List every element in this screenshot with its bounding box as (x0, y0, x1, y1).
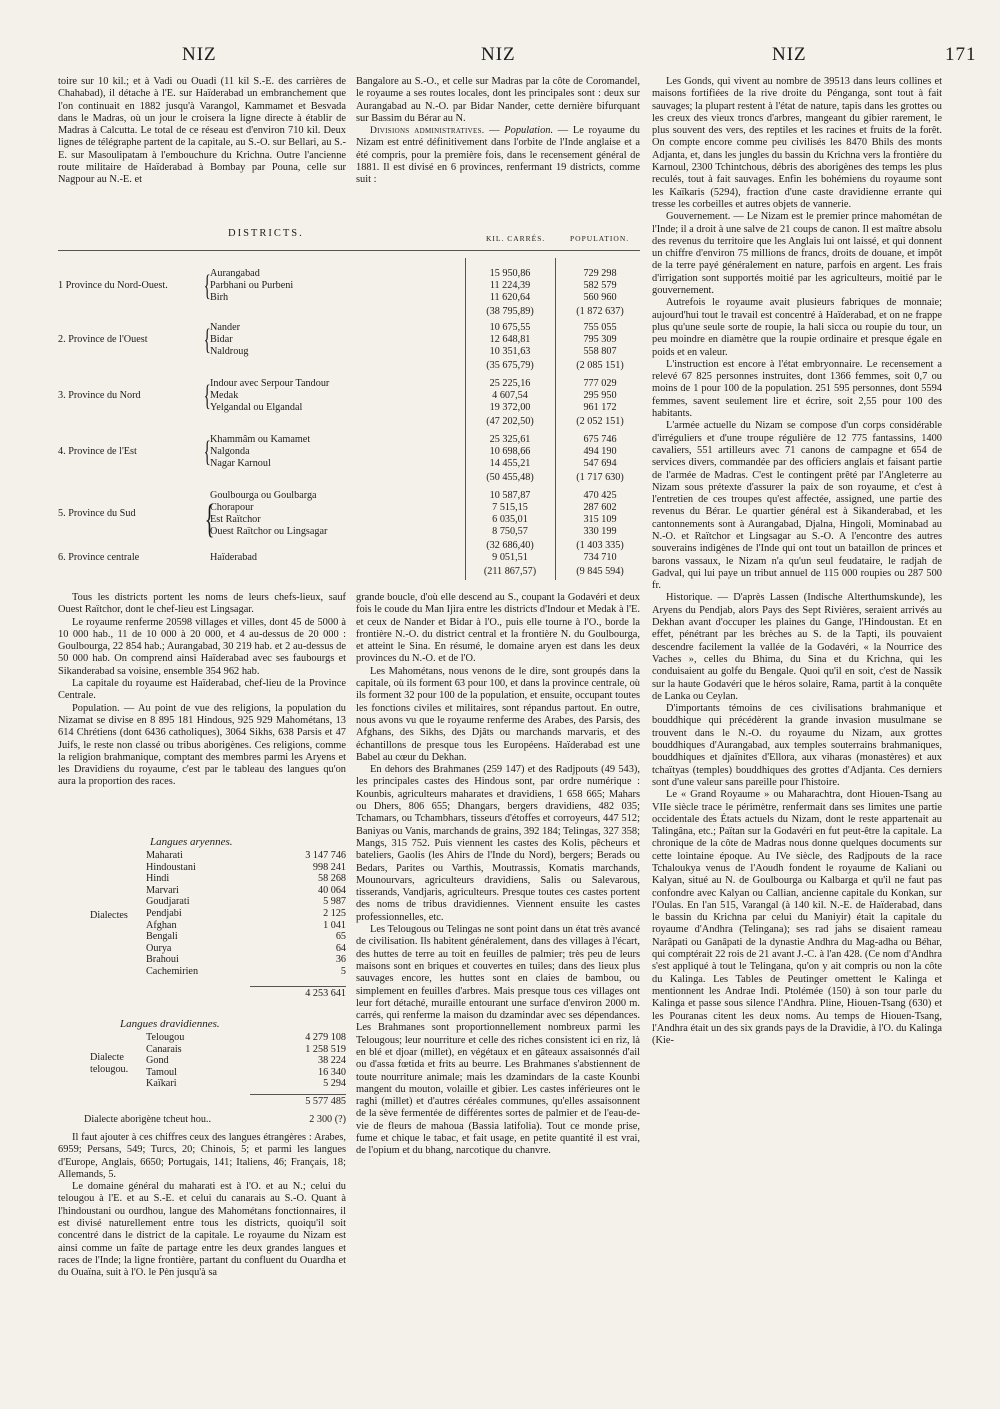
district-area: 11 620,64 (489, 292, 531, 303)
district-name: Naldroug (210, 346, 249, 357)
district-area: 4 607,54 (492, 390, 528, 401)
language-speakers: 998 241 (312, 861, 346, 873)
table-rule (555, 258, 556, 580)
language-row (146, 908, 346, 920)
province-name: 1 Province du Nord-Ouest. (58, 280, 168, 291)
district-area: 10 698,66 (489, 446, 531, 457)
province-name: 5. Province du Sud (58, 508, 136, 519)
col2-bottom (356, 592, 640, 1158)
province-total-area: (211 867,57) (483, 566, 537, 577)
district-area: 14 455,21 (489, 458, 531, 469)
aboriginal-dialect-label: Dialecte aborigène tcheut hou.. (84, 1114, 212, 1125)
district-area: 7 515,15 (492, 502, 528, 513)
brace: { (203, 323, 211, 356)
brace: { (203, 269, 211, 302)
col1-paragraph: Il faut ajouter à ces chiffres ceux des langues étrangères : Arabes, 6959; Persans, 549; Turcs, 20; Chinois, 5; et parmi les langues d'Europe, Anglais, 6650; Portugais, 141; Italiens, 46; Français, 18; Allemands, 5. (58, 1132, 346, 1180)
language-speakers: 38 224 (317, 1055, 346, 1067)
district-population: 547 694 (583, 458, 617, 469)
district-area: 11 224,39 (489, 280, 531, 291)
language-row (146, 850, 346, 862)
col1-bottom (58, 592, 346, 789)
language-row (146, 885, 346, 897)
language-row (146, 943, 346, 955)
district-name: Khammâm ou Kamamet (210, 434, 311, 445)
language-row (146, 873, 346, 885)
col1-top (58, 76, 346, 187)
district-area: 12 648,81 (489, 334, 531, 345)
col1-paragraph: Le domaine général du maharati est à l'O. et au N.; celui du telougou à l'E. et au S.-E. et celui du canarais au S.-O. Quant à l'hindoustani ou ourdhou, langue des Mahométans fonctionnaires, il est divisé naturellement entre tous les districts, quoiqu'il soit concentré dans le district de la capitale. Le royaume du Nizam est ainsi comme un faîte de partage entre les deux grandes langues et races de l'Inde; la ligne frontière, partant du confluent du Ouardha et du Ouaïna, suit à l'O. le Pèn jusqu'à sa (58, 1181, 346, 1279)
province-total-area: (32 686,40) (486, 540, 534, 551)
language-name: Telougou (146, 1032, 185, 1043)
col1-bottom-2 (58, 1132, 346, 1280)
dravidian-total: 5 577 485 (305, 1096, 346, 1107)
district-name: Yelgandal ou Elgandal (210, 402, 303, 413)
district-population: 558 807 (583, 346, 617, 357)
district-name: Haïderabad (210, 552, 257, 563)
col2-paragraph: Les Telougous ou Telingas ne sont point dans un état très avancé de civilisation. Ils habitent généralement, dans des villages à l'écart, des huttes de terre au toit en feuilles de palmier; très peu de leurs maisons sont en briques et couvertes en tuiles; dans des lieux plus sauvages encore, les huttes sont en claies de bambou, ou simplement en feuilles d'arbres. Mais presque tous ces villages ont leur fort détaché, muraille entourant une surface d'environ 2000 m. carrés, qui renferme la maison du dzamindar avec ses dépendances. Les Brahmanes sont proportionnellement nombreux parmi les Telougous; leur nourriture et celle des riches consistent ici en riz, là en blé et djoar (millet), en végétaux et en gâteaux assaisonnés d'ail ou d'assa fœtida et frits au beurre. Les Brahmanes s'abstiennent de toute nourriture animale; mais les dzamindars de la caste Kounbi mangent du mouton, volaille et gibier. Les castes inférieures ont le raghi (millet) et d'autres céréales communes, qu'elles assaisonnent de la sève fermentée de différentes sortes de palmier et de l'eau-de-vie de fleurs de mahoua (Bassia latifolia). Tout ce monde prise, fume et chique le tabac, et fait usage, en petite quantité il est vrai, de l'opium et du bhang, narcotique du chanvre. (356, 924, 640, 1157)
language-speakers: 2 125 (323, 908, 346, 919)
province-total-population: (1 403 335) (576, 540, 624, 551)
language-name: Bengali (146, 931, 178, 943)
language-row (146, 896, 346, 908)
district-name: Nalgonda (210, 446, 250, 457)
province-name: 2. Province de l'Ouest (58, 334, 148, 345)
language-row (146, 1032, 346, 1044)
language-name: Afghan (146, 919, 177, 931)
brace: { (203, 379, 211, 412)
district-name: Goulbourga ou Goulbarga (210, 490, 317, 501)
dravidian-dialect-label: Dialecte telougou. (90, 1052, 129, 1075)
col2-paragraph: En dehors des Brahmanes (259 147) et des Radjpouts (49 543), les principales castes des Hindous sont, par ordre numérique : Kounbis, agriculteurs maharates et dravidiens, 1 658 665; Mahars ou Dhers, 806 655; Dhangars, bergers dravidiens, 482 035; Tchamars, ou Tchambhars, tisseurs d'étoffes et corroyeurs, 447 512; Baniyas ou Vanis, marchands de grains, 392 184; Telingas, 327 358; Mangs, 315 752. Puis viennent les castes des Kolis, pêcheurs et bateliers, Gaolis (les Ahirs de l'Inde du Nord), bergers; Berads ou Bedars, Parites ou Varthis, Moutrassis, Komatis marchands, Mounourvars, agriculteurs dravidiens, Salis ou Salevarous, tisserands, Vandjaris, agriculteurs. Presque toutes ces castes portent des noms de tribus dravidiennes. Viennent ensuite les castes professionnelles, etc. (356, 764, 640, 923)
district-name: Nander (210, 322, 240, 333)
district-name: Nagar Karnoul (210, 458, 271, 469)
district-name: Chorapour (210, 502, 254, 513)
lead-divisions: Divisions administratives. (370, 126, 485, 137)
aryan-total: 4 253 641 (305, 988, 346, 999)
col1-paragraph: La capitale du royaume est Haïderabad, chef-lieu de la Province Centrale. (58, 678, 346, 702)
language-row (146, 1044, 346, 1056)
district-area: 25 325,61 (489, 434, 531, 445)
district-area: 15 950,86 (489, 268, 531, 279)
district-population: 755 055 (583, 322, 617, 333)
district-population: 675 746 (583, 434, 617, 445)
district-population: 470 425 (583, 490, 617, 501)
table-head-districts: DISTRICTS. (228, 228, 304, 239)
language-row (146, 920, 346, 932)
district-area: 10 587,87 (489, 490, 531, 501)
district-name: Ouest Raïtchor ou Lingsagar (210, 526, 328, 537)
district-name: Est Raïtchor (210, 514, 261, 525)
language-name: Kaïkari (146, 1078, 177, 1090)
district-population: 729 298 (583, 268, 617, 279)
district-name: Birh (210, 292, 229, 303)
language-name: Goudjarati (146, 896, 190, 908)
province-total-area: (35 675,79) (486, 360, 534, 371)
language-speakers: 3 147 746 (305, 850, 346, 861)
language-speakers: 36 (335, 954, 346, 966)
running-head-right: NIZ (772, 44, 807, 65)
district-area: 9 051,51 (492, 552, 528, 563)
district-name: Parbhani ou Purbeni (210, 280, 294, 291)
district-population: 582 579 (583, 280, 617, 291)
table-head-km: KIL. CARRÉS. (486, 234, 546, 243)
district-population: 330 199 (583, 526, 617, 537)
col3-paragraph: L'armée actuelle du Nizam se compose d'un corps considérable d'irréguliers et d'une troupe régulière de 12 775 fantassins, 1400 cavaliers, 551 artilleurs avec 71 canons de campagne et 654 de services divers, commandée par des officiers anglais et faisant partie de l'armée de Madras. C'est le contingent prêté par l'Angleterre au Nizam sous prétexte d'assurer la paix de son royaume, et c'est à l'entretien de ces troupes qu'est affectée, assigned, une partie des revenus du Bérar. Le quartier général est à Sikanderabad, et les cantonnements sont à Aurangabad, Djalna, Hingoli, Mominabad au N.-O. et Raïtchor et Lingsagar au S.-O. A l'encontre des autres souverains indigènes de l'Inde qui ont tout un bataillon de princes et barons vassaux, le Nizam n'a qu'un seul feudataire, le radjah de Gadval, qui lui paye un tribut annuel de 115 000 roupies ou 287 500 fr. (652, 420, 942, 592)
language-name: Gond (146, 1055, 169, 1067)
table-rule (58, 250, 640, 251)
language-speakers: 5 294 (323, 1078, 346, 1090)
language-name: Marvari (146, 884, 179, 896)
district-name: Bidar (210, 334, 233, 345)
page-number: 171 (945, 44, 977, 65)
language-speakers: 5 (340, 966, 346, 977)
col1-paragraph: Le royaume renferme 20598 villages et villes, dont 45 de 5000 à 10 000 hab., 11 de 10 000 à 20 000, et 4 au-dessus de 20 000 : Goulbourga, 22 854 hab.; Aurangabad, 30 219 hab. et 2 au-dessus de 50 000 hab. On comprend ainsi Haïderabad avec ses faubourgs et Sikanderabad sa voisine, ensemble 354 962 hab. (58, 616, 346, 677)
col3-paragraph: D'importants témoins de ces civilisations brahmanique et bouddhique qui précédèrent la grande invasion musulmane se trouvent dans le N.-O. du royaume du Nizam, aux grottes bouddhiques d'Aurangabad, aux temples souterrains brahmaniques, bouddhiques et djaïnites d'Ellora, aux viharas (monastères) et aux tchaïtyas (temples) bouddhiques des grottes d'Adjanta. Ces derniers sont d'une valeur sans pareille pour l'histoire. (652, 703, 942, 788)
province-name: 6. Province centrale (58, 552, 140, 563)
aboriginal-dialect-value: 2 300 (?) (309, 1114, 346, 1125)
col3 (652, 76, 942, 1047)
running-head-left: NIZ (182, 44, 217, 65)
province-total-area: (38 795,89) (486, 306, 534, 317)
province-total-population: (1 717 630) (576, 472, 624, 483)
language-row (146, 1078, 346, 1090)
district-population: 315 109 (583, 514, 617, 525)
language-speakers: 1 258 519 (305, 1043, 346, 1055)
language-name: Hindoustani (146, 861, 196, 873)
aryan-dialect-label: Dialectes (90, 910, 128, 921)
language-row (146, 954, 346, 966)
language-row (146, 862, 346, 874)
dravidian-languages-title: Langues dravidiennes. (120, 1018, 220, 1030)
language-name: Maharati (146, 850, 183, 861)
district-name: Indour avec Serpour Tandour (210, 378, 330, 389)
language-tables (84, 836, 346, 1126)
language-speakers: 64 (335, 942, 346, 954)
district-area: 10 351,63 (489, 346, 531, 357)
col2-top: Bangalore au S.-O., et celle sur Madras par la côte de Coromandel, le royaume a ses routes locales, dont les principales sont : deux sur Aurangabad au N.-O. par Bidar Nander, cette dernière bifurquant sur Bassim du Bérar au N. Divisions administratives. — Population. — Le royaume du Nizam est entré définitivement dans l'orbite de l'Inde anglaise et a été compris, pour la première fois, dans le recensement général de 1881. Il est divisé en 6 provinces, renfermant 19 districts, comme suit : (356, 76, 640, 186)
district-population: 287 602 (583, 502, 617, 513)
table-rule (465, 258, 466, 580)
province-total-population: (2 052 151) (576, 416, 624, 427)
language-name: Brahoui (146, 954, 179, 966)
language-speakers: 4 279 108 (305, 1032, 346, 1043)
language-row (146, 966, 346, 978)
language-row (146, 1067, 346, 1079)
district-area: 25 225,16 (489, 378, 531, 389)
district-area: 19 372,00 (489, 402, 531, 413)
sum-rule (250, 1094, 346, 1095)
province-total-area: (50 455,48) (486, 472, 534, 483)
col3-paragraph: Le « Grand Royaume » ou Maharachtra, dont Hiouen-Tsang au VIIe siècle trace le périmètre, renfermait dans ses limites une partie occidentale des États actuels du Nizam, dont le reste appartenait au Talingâna, etc.; Païtan sur la Godavéri en fut peut-être la capitale. La chronique de la côte de Madras nous donne quelques documents sur cette lointaine époque. Au IVe siècle, des Radjpouts de la race Tchaloukya venus de l'Aoudh fondent le royaume de Kaliani ou Kalyan, situé au N. de Goulbourga ou Kalbarga et qu'il ne faut pas confondre avec Kalyan ou Callian, ancienne capitale du Konkan, sur l'Oulas. En l'an 515, Varangal (à 140 kil. N.-E. de Haïderabad, dans le bassin du Krichna par celui du Maniyir) était la capitale du royaume d'Andhra (Telingana); ses rad jahs se disaient rameau Narâpati ou Ganâpati de la dynastie Andhra du Mag-adha ou Béhar, qui comptérait 22 rois de 21 avant J.-C. à l'an 428. (Ce nom d'Andhra s'est appliqué à tout le Telingana, qu'on y ait compris ou non la côte du Kalinga. Les Tables de Peutinger omettent le Kalinga et mentionnent les Andrae Indi. Ptolémée (150) à son tour parle du Kalinga et passe sous silence l'Andhra. Pline, Hiouen-Tsang (630) et les Pouranas citent les deux noms. Au temps de Hiouen-Tsang, l'Andhra était un des six grands pays de la Dravidie, à l'O. du Kalinga (Kie- (652, 789, 942, 1047)
col3-paragraph: Autrefois le royaume avait plusieurs fabriques de monnaie; aujourd'hui tout le travail est concentré à Haïderabad, et on ne frappe plus qu'une seule sorte de roupie, la hali sicca ou roupie du tour, un peu moindre en diamètre que la roupie ordinaire et presque égale en poids et en valeur. (652, 297, 942, 358)
language-name: Cachemirien (146, 966, 199, 977)
language-speakers: 40 064 (317, 884, 346, 896)
district-name: Aurangabad (210, 268, 260, 279)
province-name: 4. Province de l'Est (58, 446, 137, 457)
district-population: 961 172 (583, 402, 617, 413)
col3-paragraph: L'instruction est encore à l'état embryonnaire. Le recensement a relevé 67 825 personnes instruites, dont 1366 femmes, soit 0,7 ou moins de 1 pour 100 de la population. 251 595 personnes, dont 5594 femmes, savent seulement lire et écrire, soit 2,55 pour 100 des habitants. (652, 358, 942, 420)
col2-top-text-2: Le royaume du Nizam est entré définitivement dans l'orbite de l'Inde anglaise et a été compris, pour la première fois, dans le recensement général de 1881. Il est divisé en 6 provinces, renfermant 19 districts, comme suit : (356, 125, 640, 186)
province-total-population: (9 845 594) (576, 566, 624, 577)
running-head-center: NIZ (481, 44, 516, 65)
language-row (146, 1055, 346, 1067)
language-speakers: 16 340 (317, 1066, 346, 1078)
aryan-languages-title: Langues aryennes. (150, 836, 233, 848)
language-speakers: 5 987 (323, 896, 346, 908)
col3-paragraph: Les Gonds, qui vivent au nombre de 39513 dans leurs collines et maisons fortifiées de la rive droite du Pénganga, sont tout à fait sauvages; la plupart restent à l'état de nature, tapis dans les grottes ou les creux des vieux troncs d'arbres, mangeant du gibier rarement, le plus souvent des vers, des reptiles et les racines et fruits de la forêt. On compte encore comme peu civilisés les 8470 Bhils des monts Adjanta, et, dans les jungles du bassin du Krichna vers la frontière du Karnoul, 2300 Tchintchous, débris des aborigènes des temps les plus reculés, tout à fait sauvages. Enfin les bohémiens du royaume sont les Kaïkaris (5294), fraction d'une caste dravidienne errante qui tresse les corbeilles et autres objets de vannerie. (652, 76, 942, 210)
col1-paragraph: Tous les districts portent les noms de leurs chefs-lieux, sauf Ouest Raïtchor, dont le chef-lieu est Lingsagar. (58, 592, 346, 616)
province-name: 3. Province du Nord (58, 390, 141, 401)
district-population: 777 029 (583, 378, 617, 389)
district-area: 8 750,57 (492, 526, 528, 537)
district-population: 560 960 (583, 292, 617, 303)
col2-top-text-1: Bangalore au S.-O., et celle sur Madras par la côte de Coromandel, le royaume a ses routes locales, dont les principales sont : deux sur Aurangabad au N.-O. par Bidar Nander, cette dernière bifurquant sur Bassim du Bérar au N. (356, 76, 640, 124)
col3-paragraph: Historique. — D'après Lassen (Indische Alterthumskunde), les Aryens du Pendjab, alors Pays des Sept Rivières, seraient arrivés au Dekhan avant d'occuper les plaines du Gange, l'Hindoustan. Et en effet, pénétrant par les brèches au S. de la Tapti, ils pouvaient descendre facilement la vallée de la Godavéri, « la Nourrice des Vaches », celles du Bhima, du Sina et du Krichna, qui les conduisaient au golfe du Bengale. Quoi qu'il en soit, c'est de Nassik sur la haute Godavéri que le héros solaire, Rama, partit à la conquête de Lanka ou Ceylan. (652, 592, 942, 702)
province-total-area: (47 202,50) (486, 416, 534, 427)
language-speakers: 1 041 (323, 919, 346, 931)
district-population: 795 309 (583, 334, 617, 345)
province-total-population: (2 085 151) (576, 360, 624, 371)
district-area: 6 035,01 (492, 514, 528, 525)
district-name: Medak (210, 390, 239, 401)
brace: { (203, 435, 211, 468)
col2-paragraph: grande boucle, d'où elle descend au S., coupant la Godavéri et deux fois le coude du Man Ijira entre les districts d'Indour et Medak à l'E. et ceux de Nander et Bidar à l'O., puis elle tourne à l'O., borde la frontière N.-O. du district central et la frontière N. du Goulbourga, et atteint le Sina. En résumé, le domaine aryen est dans les deux provinces du N.-O. et de l'O. (356, 592, 640, 665)
district-population: 494 190 (583, 446, 617, 457)
language-name: Ourya (146, 942, 172, 954)
language-name: Canarais (146, 1043, 182, 1055)
brace: { (204, 496, 215, 541)
language-speakers: 58 268 (317, 873, 346, 885)
language-name: Tamoul (146, 1066, 177, 1078)
col2-paragraph: Les Mahométans, nous venons de le dire, sont groupés dans la capitale, où ils forment 63 pour 100, et dans la province centrale, où ils forment 32 pour 100 de la population, et ensuite, occupant toutes les fonctions civiles et militaires, sont répandus partout. En outre, nous avons vu que le royaume renferme des Arabes, des Parsis, des Afghans, des Sikhs, des Djâts ou marchands marvaris, et des échantillons de presque tous les Européens. Haïderabad est une Babel au cœur du Dekhan. (356, 665, 640, 763)
col3-paragraph: Gouvernement. — Le Nizam est le premier prince mahométan de l'Inde; il a droit à une salve de 21 coups de canon. Il est maître absolu des revenus du territoire que les Anglais lui ont laissé, et qui donnent un chiffre d'environ 75 millions de francs, droits de douane, et impôt de la terre payé généralement en nature, parfois en argent. Les frais d'irrigation sont supportés moitié par les agriculteurs, moitié par le gouvernement. (652, 211, 942, 297)
col1-top-text: toire sur 10 kil.; et à Vadi ou Ouadi (11 kil S.-E. des carrières de Chahabad), il détache à l'E. sur Haïderabad un embranchement que l'on continuait en 1882 jusqu'à Varangol, Kammamet et Besvada dans le Madras, où un jour le croisera la ligne directe à établir de Madras à Calcutta. Le total de ce réseau est d'environ 710 kil. Deux lignes de télégraphe partent de la capitale, au S.-O. sur Bellari, au S.-E. sur Masoulipatam à l'embouchure du Krichna. Outre l'ancienne route militaire de Haïderabad à Bombay par Pouna, celle sur Nagpour au N.-E. et (58, 76, 346, 186)
district-area: 10 675,55 (489, 322, 531, 333)
district-population: 734 710 (583, 552, 617, 563)
sum-rule (250, 986, 346, 987)
language-name: Pendjabi (146, 908, 182, 919)
district-population: 295 950 (583, 390, 617, 401)
language-row (146, 931, 346, 943)
language-speakers: 65 (335, 931, 346, 943)
province-total-population: (1 872 637) (576, 306, 624, 317)
table-head-pop: POPULATION. (570, 234, 630, 243)
language-name: Hindi (146, 873, 170, 885)
col1-paragraph: Population. — Au point de vue des religions, la population du Nizamat se divise en 8 895 181 Hindous, 925 929 Mahométans, 13 614 Chrétiens (dont 6436 catholiques), 3064 Sikhs, 638 Parsis et 47 Juifs, le reste non classé ou tribus aborigènes. Ces religions, comme la religion brahmanique, comptant des membres parmi les Aryens et les Dravidiens du royaume, c'est par le tableau des langues qu'on aura la proportion des races. (58, 702, 346, 788)
lead-population: Population. (504, 125, 554, 137)
